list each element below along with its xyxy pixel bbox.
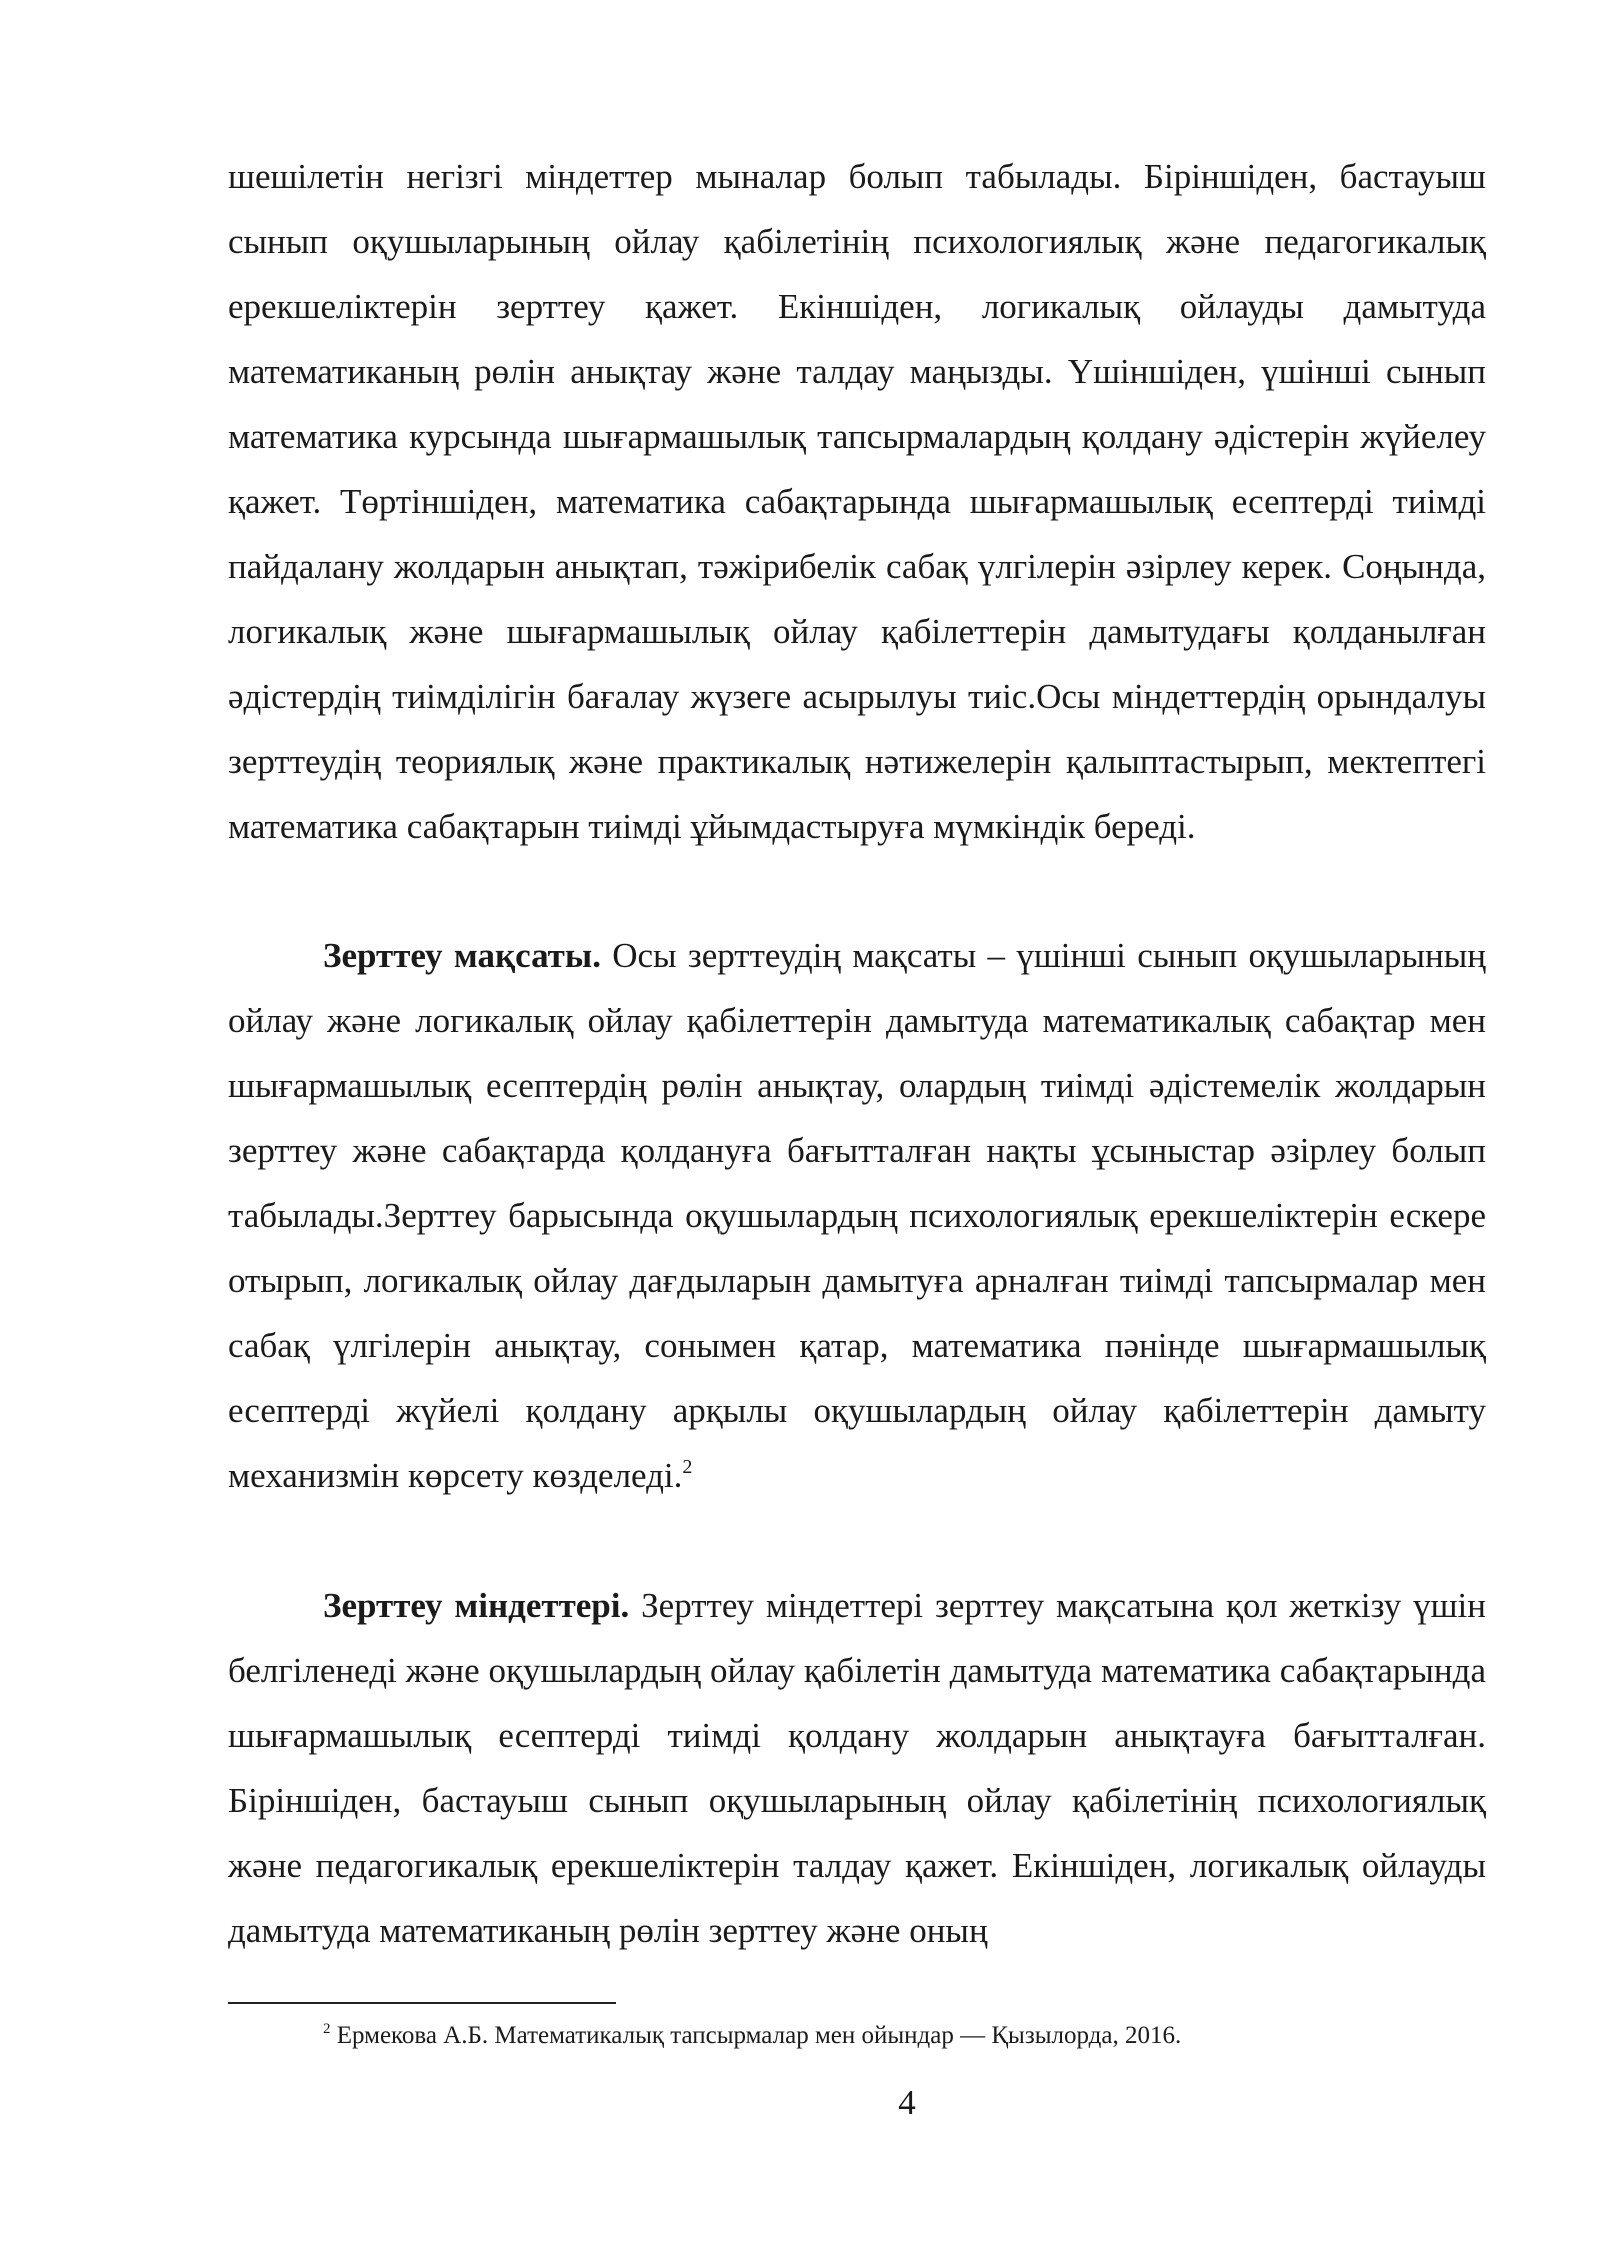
paragraph-research-goal — [228, 923, 1486, 1508]
footnote-separator — [228, 2002, 616, 2004]
footnote-marker: 2 — [323, 2021, 331, 2037]
paragraph-tasks-continuation: шешілетін негізгі міндеттер мыналар болып табылады. Біріншіден, бастауыш сынып оқушыларының ойлау қабілетінің психологиялық және педагогикалық ерекшеліктерін зерттеу қажет. Екіншіден, логикалық ойлауды дамытуда математиканың рөлін анықтау және талдау маңызды. Үшіншіден, үшінші сынып математика курсында шығармашылық тапсырмалардың қолдану әдістерін жүйелеу қажет. Төртіншіден, математика сабақтарында шығармашылық есептерді тиімді пайдалану жолдарын анықтап, тәжірибелік сабақ үлгілерін әзірлеу керек. Соңында, логикалық және шығармашылық ойлау қабілеттерін дамытудағы қолданылған әдістердің тиімділігін бағалау жүзеге асырылуы тиіс.Осы міндеттердің орындалуы зерттеудің теориялық және практикалық нәтижелерін қалыптастырып, мектептегі математика сабақтарын тиімді ұйымдастыруға мүмкіндік береді. — [228, 157, 1486, 846]
research-goal-heading: Зерттеу мақсаты. — [323, 936, 601, 975]
footnote-text: Ермекова А.Б. Математикалық тапсырмалар мен ойындар — Қызылорда, 2016. — [330, 2022, 1182, 2049]
paragraph-research-tasks — [228, 1573, 1486, 1963]
footnote-reference[interactable]: 2 — [682, 1456, 693, 1478]
research-tasks-heading: Зерттеу міндеттері. — [323, 1586, 630, 1625]
page-number: 4 — [898, 2083, 916, 2122]
research-tasks-text: Зерттеу міндеттері зерттеу мақсатына қол жеткізу үшін белгіленеді және оқушылардың ойлау қабілетін дамытуда математика сабақтарында шығармашылық есептерді тиімді қолдану жолдарын анықтауға бағытталған. Біріншіден, бастауыш сынып оқушыларының ойлау қабілетінің психологиялық және педагогикалық ерекшеліктерін талдау қажет. Екіншіден, логикалық ойлауды дамытуда математиканың рөлін зерттеу және оның — [228, 1586, 1487, 1950]
research-goal-text: Осы зерттеудің мақсаты – үшінші сынып оқушыларының ойлау және логикалық ойлау қабілеттерін дамытуда математикалық сабақтар мен шығармашылық есептердің рөлін анықтау, олардың тиімді әдістемелік жолдарын зерттеу және сабақтарда қолдануға бағытталған нақты ұсыныстар әзірлеу болып табылады.Зерттеу барысында оқушылардың психологиялық ерекшеліктерін ескере отырып, логикалық ойлау дағдыларын дамытуға арналған тиімді тапсырмалар мен сабақ үлгілерін анықтау, сонымен қатар, математика пәнінде шығармашылық есептерді жүйелі қолдану арқылы оқушылардың ойлау қабілеттерін дамыту механизмін көрсету көзделеді. — [228, 936, 1486, 1495]
footnote — [323, 2020, 1181, 2052]
